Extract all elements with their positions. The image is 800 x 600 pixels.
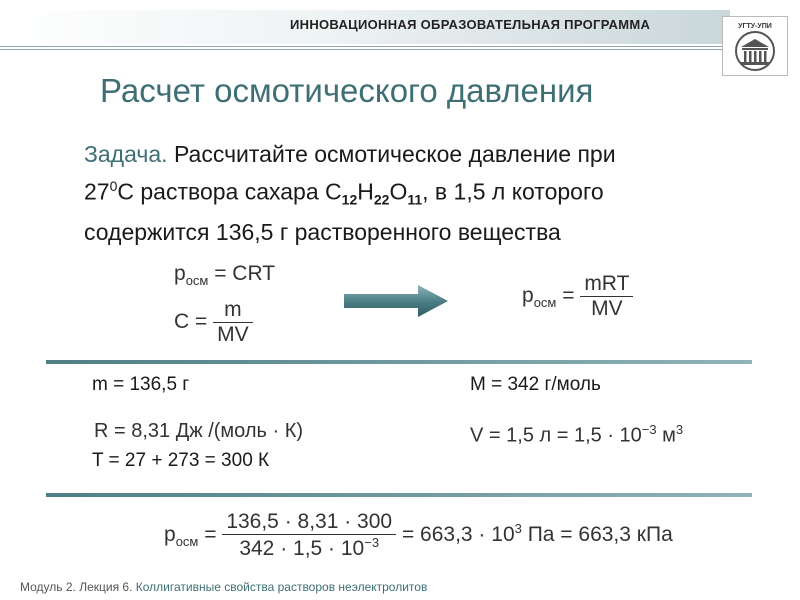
result-rhs-b: Па = 663,3 кПа <box>521 523 673 547</box>
formula-c <box>174 298 253 347</box>
task-text-2a: С раствора сахара <box>117 178 326 205</box>
fraction-denominator: MV <box>580 296 633 321</box>
footer <box>20 580 427 594</box>
formula-equals: = <box>556 284 575 308</box>
task-label: Задача. <box>84 141 168 167</box>
footer-topic: Коллигативные свойства растворов неэлектролитов <box>132 580 428 594</box>
formula-hydrogen-count: 22 <box>373 191 390 208</box>
result-rhs-exponent: 3 <box>514 521 522 537</box>
formula-c-fraction <box>213 298 253 347</box>
separator-line <box>46 493 752 497</box>
volume-unit: м <box>662 424 676 447</box>
formula-equals: = <box>198 523 217 547</box>
p-subscript: осм <box>185 273 209 289</box>
value-mass: m = 136,5 г <box>92 374 190 395</box>
value-volume <box>470 422 683 448</box>
formula-oxygen: О <box>389 178 408 205</box>
task-temp-degree: 0 <box>109 178 118 194</box>
slide-title: Расчет осмотического давления <box>100 72 594 109</box>
result-formula <box>164 510 673 561</box>
university-building-icon <box>723 17 787 75</box>
task-statement <box>84 138 724 248</box>
task-text-3: содержится 136,5 г растворенного вещества <box>84 218 561 245</box>
formula-hydrogen: Н <box>357 178 374 205</box>
value-molar-mass: M = 342 г/моль <box>470 374 601 395</box>
formula-mrt-fraction <box>580 272 633 321</box>
value-gas-constant: R = 8,31 Дж /(моль · К) <box>94 420 304 442</box>
university-logo <box>722 16 788 76</box>
fraction-denominator: MV <box>213 322 253 347</box>
formula-crt-rhs: = CRT <box>208 262 276 285</box>
volume-main: V = 1,5 л = 1,5 · 10 <box>470 424 642 447</box>
p-subscript: осм <box>175 534 199 550</box>
p-symbol: p <box>174 262 186 285</box>
result-rhs-a: = 663,3 · 10 <box>401 523 515 547</box>
formula-oxygen-count: 11 <box>407 191 423 208</box>
result-denominator-exponent: −3 <box>364 535 380 550</box>
logo-text: УГТУ-УПИ <box>738 23 772 30</box>
task-temp: 27 <box>84 178 110 205</box>
result-fraction <box>222 510 396 561</box>
arrow-right-icon <box>344 284 450 318</box>
program-title: ИННОВАЦИОННАЯ ОБРАЗОВАТЕЛЬНАЯ ПРОГРАММА <box>290 17 651 32</box>
p-symbol: p <box>522 284 534 308</box>
volume-exponent: −3 <box>641 422 657 437</box>
volume-unit-exponent: 3 <box>675 422 684 437</box>
result-denominator <box>222 534 396 561</box>
header-rule <box>0 46 730 52</box>
result-denominator-main: 342 · 1,5 · 10 <box>239 537 365 560</box>
formula-p-mrt <box>522 272 633 321</box>
fraction-numerator: m <box>224 298 242 321</box>
formula-carbon-count: 12 <box>341 191 358 208</box>
task-text-1: Рассчитайте осмотическое давление при <box>167 141 616 167</box>
separator-line <box>46 360 752 364</box>
footer-module: Модуль 2. Лекция 6. <box>20 580 133 594</box>
formula-carbon: С <box>325 178 342 205</box>
p-subscript: осм <box>533 295 557 311</box>
value-temperature: T = 27 + 273 = 300 К <box>92 450 270 471</box>
task-text-2b: , в 1,5 л которого <box>422 178 604 205</box>
formula-c-lhs: C = <box>174 310 208 334</box>
result-numerator: 136,5 · 8,31 · 300 <box>226 510 393 533</box>
p-symbol: p <box>164 523 176 547</box>
fraction-numerator: mRT <box>584 272 630 295</box>
formula-p-crt <box>174 262 275 288</box>
